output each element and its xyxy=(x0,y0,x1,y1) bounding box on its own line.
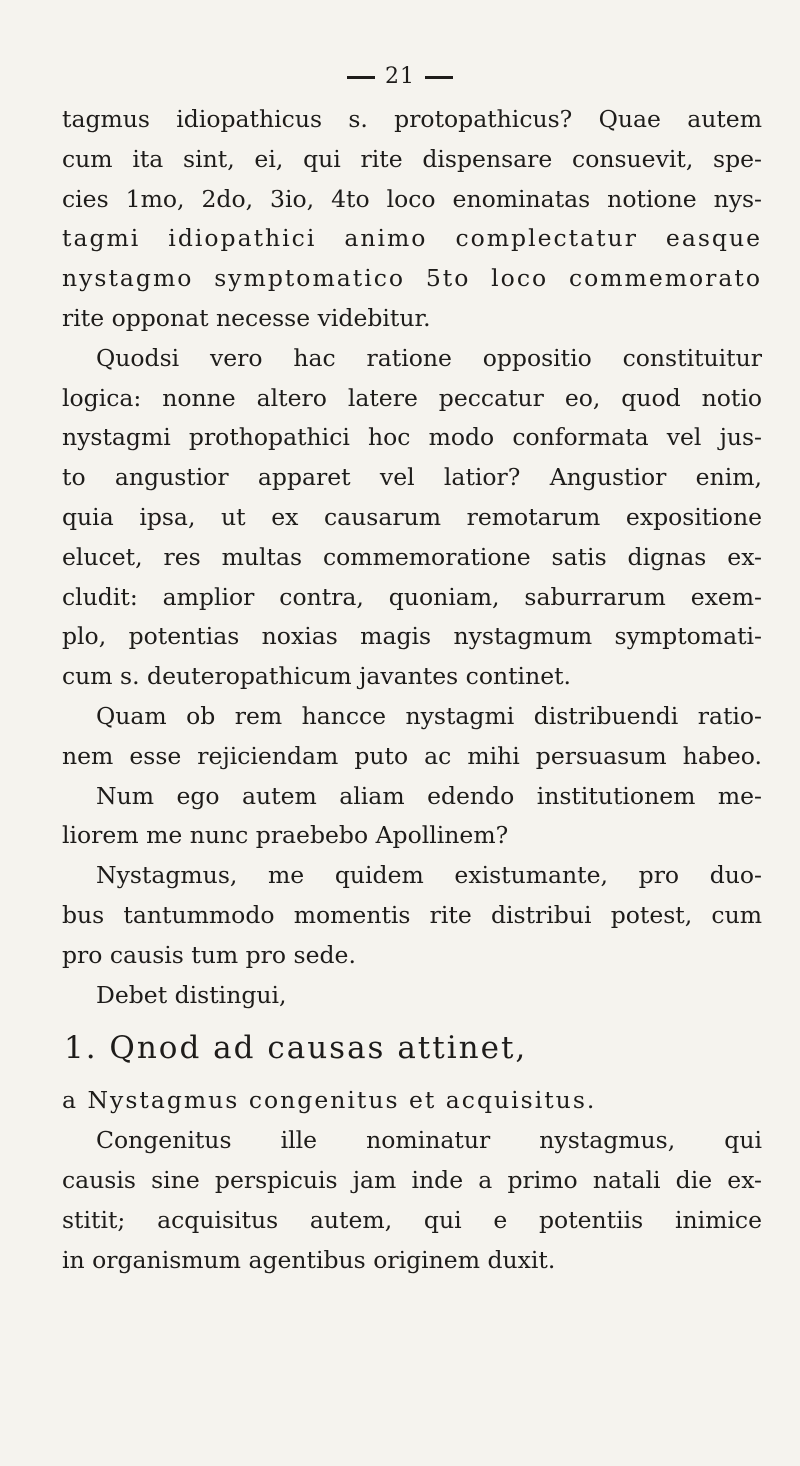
text-line: Quodsi vero hac ratione oppositio constituitur xyxy=(96,343,762,372)
text-line: elucet, res multas commemoratione satis dignas ex- xyxy=(62,542,762,571)
text-line: Num ego autem aliam edendo institutionem me- xyxy=(96,781,762,810)
text-line: quia ipsa, ut ex causarum remotarum expositione xyxy=(62,502,762,531)
text-line: cies 1mo, 2do, 3io, 4to loco enominatas notione nys- xyxy=(62,184,762,213)
dash-right xyxy=(425,76,453,79)
text-line: stitit; acquisitus autem, qui e potentiis inimice xyxy=(62,1205,762,1234)
text-line: tagmi idiopathici animo complectatur easque xyxy=(62,224,762,253)
body-text xyxy=(62,100,762,1280)
text-line: Debet distingui, xyxy=(96,980,287,1009)
text-line: in organismum agentibus originem duxit. xyxy=(62,1245,556,1274)
text-line: to angustior apparet vel latior? Angustior enim, xyxy=(62,463,762,492)
text-line: cum ita sint, ei, qui rite dispensare consuevit, spe- xyxy=(62,144,762,173)
text-line: nem esse rejiciendam puto ac mihi persuasum habeo. xyxy=(62,741,762,770)
text-line: Nystagmus, me quidem existumante, pro duo- xyxy=(96,861,762,890)
text-line: causis sine perspicuis jam inde a primo natali die ex- xyxy=(62,1165,762,1194)
text-line: rite opponat necesse videbitur. xyxy=(62,303,431,332)
text-line: cludit: amplior contra, quoniam, saburrarum exem- xyxy=(62,582,762,611)
text-line: bus tantummodo momentis rite distribui potest, cum xyxy=(62,900,762,929)
dash-left xyxy=(347,76,375,79)
page-number xyxy=(0,64,800,89)
text-line: Congenitus ille nominatur nystagmus, qui xyxy=(96,1126,762,1155)
subsection-heading: a Nystagmus congenitus et acquisitus. xyxy=(62,1086,597,1115)
text-line: Quam ob rem hancce nystagmi distribuendi ratio- xyxy=(96,701,762,730)
section-heading: 1. Qnod ad causas attinet, xyxy=(64,1030,528,1067)
text-line: plo, potentias noxias magis nystagmum symptomati- xyxy=(62,622,762,651)
text-line: liorem me nunc praebebo Apollinem? xyxy=(62,821,509,850)
text-line: pro causis tum pro sede. xyxy=(62,940,356,969)
text-line: tagmus idiopathicus s. protopathicus? Quae autem xyxy=(62,105,762,133)
page-number-text: 21 xyxy=(385,64,415,89)
text-line: nystagmo symptomatico 5to loco commemorato xyxy=(62,264,762,293)
text-line: nystagmi prothopathici hoc modo conformata vel jus- xyxy=(62,423,762,452)
text-line: cum s. deuteropathicum javantes continet. xyxy=(62,662,572,691)
text-line: logica: nonne altero latere peccatur eo, quod notio xyxy=(62,383,762,412)
